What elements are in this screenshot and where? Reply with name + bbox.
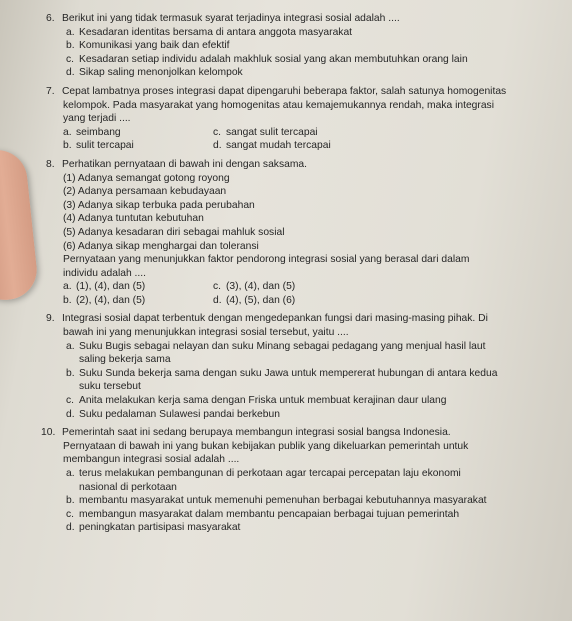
question-9 — [46, 312, 566, 421]
statement-3: (3) Adanya sikap terbuka pada perubahan — [63, 199, 255, 211]
option-c[interactable]: c. (3), (4), dan (5) — [213, 281, 296, 293]
option-a[interactable]: a. (1), (4), dan (5) — [63, 281, 146, 293]
question-7 — [46, 85, 566, 153]
question-prompt-cont: individu adalah .... — [63, 267, 147, 279]
option-d[interactable]: d. peningkatan partisipasi masyarakat — [66, 522, 241, 534]
option-c[interactable]: c. membangun masyarakat dalam membantu pencapaian berbagai tujuan pemerintah — [66, 508, 460, 520]
question-8 — [46, 158, 566, 308]
question-stem: Pemerintah saat ini sedang berupaya membangun integrasi sosial bangsa Indonesia. — [62, 427, 451, 439]
question-stem: Integrasi sosial dapat terbentuk dengan mengedepankan fungsi dari masing-masing pihak. Di — [62, 313, 488, 325]
statement-5: (5) Adanya kesadaran diri sebagai mahluk sosial — [63, 226, 285, 238]
option-c[interactable]: c. Kesadaran setiap individu adalah makhluk sosial yang akan membutuhkan orang lain — [66, 53, 468, 65]
question-prompt: Pernyataan yang menunjukkan faktor pendorong integrasi sosial yang berasal dari dalam — [63, 254, 470, 266]
question-stem-cont: membangun integrasi sosial adalah .... — [63, 454, 240, 466]
option-d[interactable]: d. Sikap saling menonjolkan kelompok — [66, 67, 243, 79]
option-d[interactable]: d. Suku pedalaman Sulawesi pandai berkebun — [66, 408, 280, 420]
option-c[interactable]: c. Anita melakukan kerja sama dengan Friska untuk membuat kerajinan daur ulang — [66, 395, 447, 407]
option-a[interactable]: a. seimbang — [63, 126, 121, 138]
question-number: 8. — [46, 158, 55, 170]
option-b[interactable]: b. (2), (4), dan (5) — [63, 294, 146, 306]
question-stem: Perhatikan pernyataan di bawah ini dengan saksama. — [62, 158, 307, 170]
statement-4: (4) Adanya tuntutan kebutuhan — [63, 213, 204, 225]
option-a[interactable]: a. Suku Bugis sebagai nelayan dan suku Minang sebagai pedagang yang menjual hasil laut saling bekerja sama — [66, 340, 486, 366]
question-number: 7. — [46, 85, 55, 97]
option-d[interactable]: d. (4), (5), dan (6) — [213, 294, 296, 306]
option-a[interactable]: a. terus melakukan pembangunan di perkotaan agar tercapai percepatan laju ekonomi nasional di perkotaan — [66, 468, 461, 493]
question-6 — [46, 12, 566, 80]
statement-1: (1) Adanya semangat gotong royong — [63, 172, 230, 184]
option-d[interactable]: d. sangat mudah tercapai — [213, 140, 331, 152]
worksheet-content — [41, 12, 566, 535]
question-number: 9. — [46, 313, 55, 325]
option-c[interactable]: c. sangat sulit tercapai — [213, 126, 318, 138]
option-b[interactable]: b. sulit tercapai — [63, 140, 134, 152]
question-number: 10. — [41, 427, 56, 439]
question-stem-cont: bawah ini yang menunjukkan integrasi sosial tersebut, yaitu .... — [63, 327, 349, 339]
question-stem-cont: Pernyataan di bawah ini yang bukan kebijakan publik yang dikeluarkan pemerintah untuk — [63, 440, 469, 452]
question-10 — [41, 426, 566, 535]
question-stem: Berikut ini yang tidak termasuk syarat terjadinya integrasi sosial adalah .... — [62, 13, 400, 24]
statement-2: (2) Adanya persamaan kebudayaan — [63, 186, 227, 198]
statement-6: (6) Adanya sikap menghargai dan toleransi — [63, 240, 259, 252]
option-b[interactable]: b. Suku Sunda bekerja sama dengan suku Jawa untuk mempererat hubungan di antara kedua suku tersebut — [66, 367, 498, 393]
option-b[interactable]: b. Komunikasi yang baik dan efektif — [66, 40, 230, 52]
question-stem-cont: yang terjadi .... — [63, 113, 131, 125]
option-a[interactable]: a. Kesadaran identitas bersama di antara anggota masyarakat — [66, 26, 353, 38]
question-stem: Cepat lambatnya proses integrasi dapat dipengaruhi beberapa faktor, salah satunya homogenitas — [62, 85, 507, 97]
question-number: 6. — [46, 13, 55, 24]
question-stem-cont: kelompok. Pada masyarakat yang homogenitas atau kemajemukannya rendah, maka integrasi — [63, 99, 494, 111]
option-b[interactable]: b. membantu masyarakat untuk memenuhi pemenuhan berbagai kebutuhannya masyarakat — [66, 495, 487, 507]
